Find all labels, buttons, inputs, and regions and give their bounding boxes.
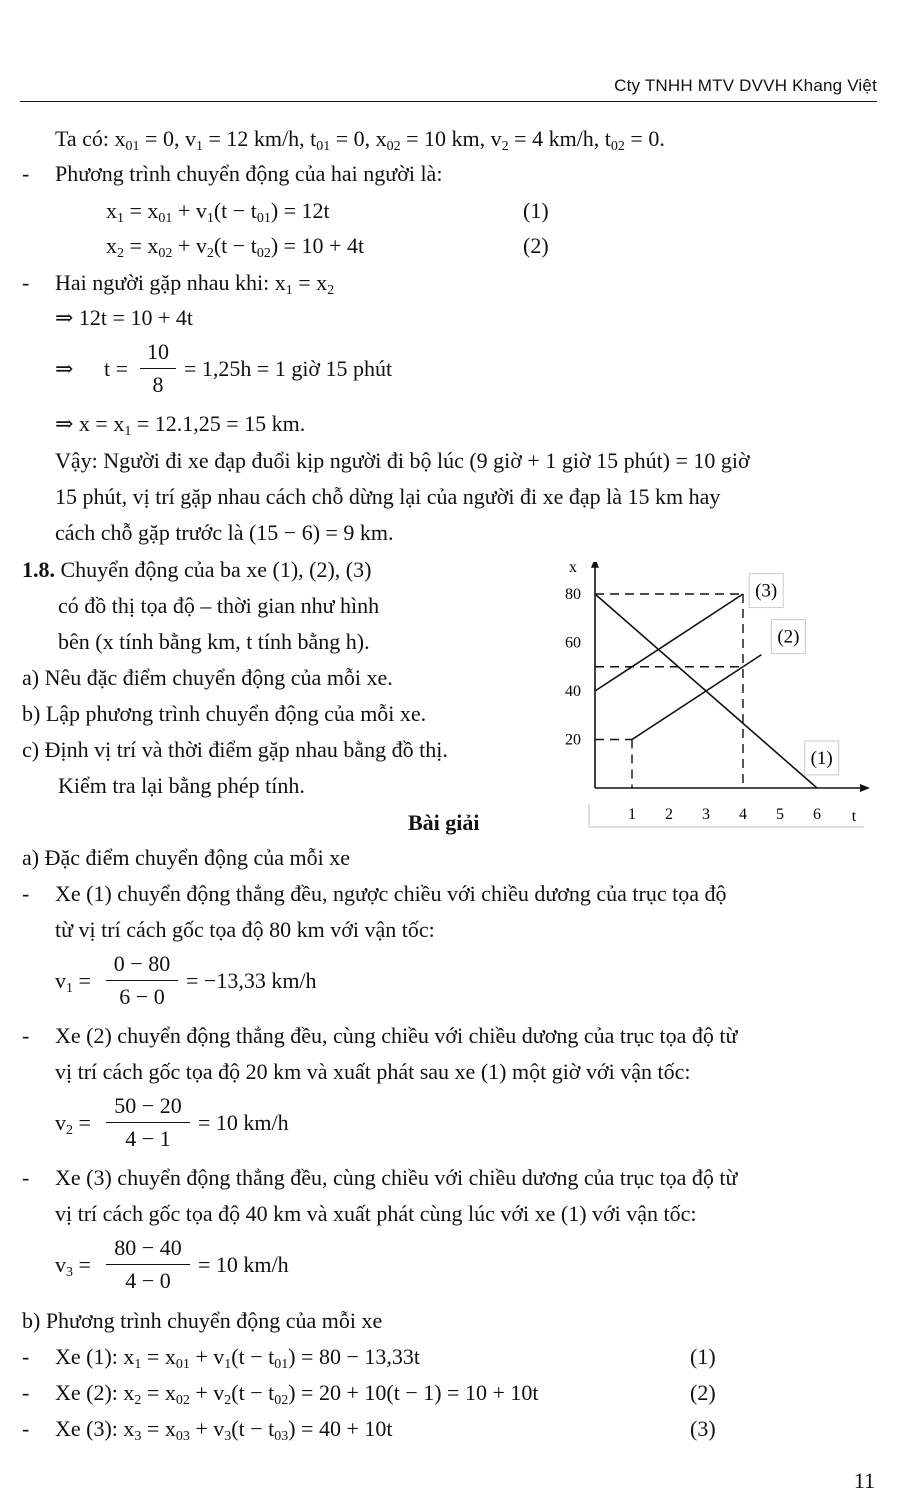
conclusion-line-2: 15 phút, vị trí gặp nhau cách chỗ dừng lại của người đi xe đạp là 15 km hay [55,484,721,509]
position-time-chart [555,562,890,832]
car-2-line-2: vị trí cách gốc tọa độ 20 km và xuất phát sau xe (1) một giờ với vận tốc: [55,1059,691,1084]
problem-heading: 1.8. Chuyển động của ba xe (1), (2), (3) [22,557,372,582]
fraction-bar [106,1122,190,1123]
given-values: Ta có: $x_{01} = 0$, $v_1 = 12$ km/h, $t_{01} = 0$, $x_{02} = 10$ km, $v_2 = 4$ km/h, $t_{02} = 0$. [55,126,665,154]
conclusion-line-1: Vậy: Người đi xe đạp đuổi kịp người đi bộ lúc (9 giờ + 1 giờ 15 phút) = 10 giờ [55,448,750,473]
fraction-numerator: 80 − 40 [114,1235,182,1260]
x-tick-label-3: 3 [702,806,710,823]
step-1: ⇒ 12t = 10 + 4t [55,305,193,330]
fraction-v3 [106,1233,190,1296]
conclusion-line-3: cách chỗ gặp trước là (15 − 6) = 9 km. [55,520,394,545]
series-label-2: (2) [777,626,800,648]
bullet-dash: - [22,1344,30,1369]
question-c: c) Định vị trí và thời điểm gặp nhau bằng đồ thị. [22,737,448,762]
question-c-line-2: Kiểm tra lại bằng phép tính. [58,773,305,798]
x-axis-label: t [851,808,857,825]
question-b: b) Lập phương trình chuyển động của mỗi xe. [22,701,427,726]
equation-2: $x_2 = x_{02} + v_2(t - t_{02}) = 10 + 4t$ [106,233,365,261]
equation-2-number: (2) [523,233,549,258]
v3-label: $v_3$ = [55,1252,91,1280]
equation-car-1: Xe (1): $x_1 = x_{01} + v_1(t - t_{01}) = 80 - 13,33t$ [55,1344,420,1372]
y-axis-arrow [591,562,599,568]
fraction-v2 [106,1091,190,1154]
fraction-bar [106,980,178,981]
problem-number: 1.8. [22,557,55,582]
series-line-3 [595,594,743,691]
fraction-denominator: 8 [152,372,164,397]
y-tick-label-40: 40 [565,683,581,700]
problem-line-2: có đồ thị tọa độ – thời gian như hình [58,593,380,618]
step-2-result: = 1,25h = 1 giờ 15 phút [184,356,393,381]
fraction-denominator: 6 − 0 [119,984,165,1009]
bullet-dash: - [22,1165,30,1190]
fraction-denominator: 4 − 1 [125,1126,171,1151]
fraction-10-8 [140,337,176,400]
solution-title: Bài giải [408,810,480,835]
v1-label: $v_1$ = [55,968,91,996]
bullet-dash: - [22,161,30,186]
equation-1: $x_1 = x_{01} + v_1(t - t_{01}) = 12t$ [106,198,330,226]
equation-car-3: Xe (3): $x_3 = x_{03} + v_3(t - t_{03}) = 40 + 10t$ [55,1416,393,1444]
fraction-numerator: 10 [147,339,169,364]
fraction-v1 [106,949,178,1012]
bullet-dash: - [22,1023,30,1048]
x-tick-label-2: 2 [665,806,673,823]
y-tick-label-20: 20 [565,731,581,749]
series-line-2 [632,655,762,740]
step-3: ⇒ $x = x_1 = 12.1,25 = 15$ km. [55,411,306,439]
step-2-arrow: ⇒ [55,356,74,381]
v1-result: = −13,33 km/h [186,968,317,993]
car-1-line-2: từ vị trí cách gốc tọa độ 80 km với vận tốc: [55,917,435,942]
fraction-numerator: 50 − 20 [114,1093,182,1118]
equations-intro: Phương trình chuyển động của hai người là: [55,161,443,186]
v2-result: = 10 km/h [198,1110,289,1135]
equation-car-3-number: (3) [690,1416,716,1441]
part-b-heading: b) Phương trình chuyển động của mỗi xe [22,1308,383,1333]
bullet-dash: - [22,1416,30,1441]
fraction-bar [140,368,176,369]
series-label-3: (3) [755,580,778,602]
equation-1-number: (1) [523,198,549,223]
question-a: a) Nêu đặc điểm chuyển động của mỗi xe. [22,665,393,690]
car-1-line-1: Xe (1) chuyển động thẳng đều, ngược chiều với chiều dương của trục tọa độ [55,881,727,906]
bullet-dash: - [22,1380,30,1405]
equation-car-2: Xe (2): $x_2 = x_{02} + v_2(t - t_{02}) = 20 + 10(t - 1) = 10 + 10t$ [55,1380,539,1408]
step-2-t: t = [104,356,129,381]
equation-car-1-number: (1) [690,1344,716,1369]
x-tick-label-6: 6 [813,806,821,823]
bullet-dash: - [22,270,30,295]
v3-result: = 10 km/h [198,1252,289,1277]
equation-car-2-number: (2) [690,1380,716,1405]
page-number: 11 [853,1468,875,1493]
x-tick-label-5: 5 [776,806,784,823]
y-tick-label-60: 60 [565,634,581,652]
meeting-condition: Hai người gặp nhau khi: $x_1 = x_2$ [55,270,335,298]
y-axis-label: x [569,562,577,576]
part-a-heading: a) Đặc điểm chuyển động của mỗi xe [22,845,351,870]
bullet-dash: - [22,881,30,906]
car-2-line-1: Xe (2) chuyển động thẳng đều, cùng chiều với chiều dương của trục tọa độ từ [55,1023,738,1048]
problem-line-3: bên (x tính bằng km, t tính bằng h). [58,629,370,654]
fraction-denominator: 4 − 0 [125,1268,171,1293]
header-rule [20,101,877,102]
x-tick-label-4: 4 [739,806,747,823]
x-tick-label-1: 1 [628,806,636,823]
v2-label: $v_2$ = [55,1110,91,1138]
publisher-name: Cty TNHH MTV DVVH Khang Việt [614,76,877,95]
series-label-1: (1) [810,747,833,769]
y-tick-label-80: 80 [565,586,581,603]
x-axis-arrow [860,784,870,792]
fraction-numerator: 0 − 80 [113,951,171,976]
car-3-line-2: vị trí cách gốc tọa độ 40 km và xuất phát cùng lúc với xe (1) với vận tốc: [55,1201,697,1226]
car-3-line-1: Xe (3) chuyển động thẳng đều, cùng chiều với chiều dương của trục tọa độ từ [55,1165,738,1190]
fraction-bar [106,1264,190,1265]
